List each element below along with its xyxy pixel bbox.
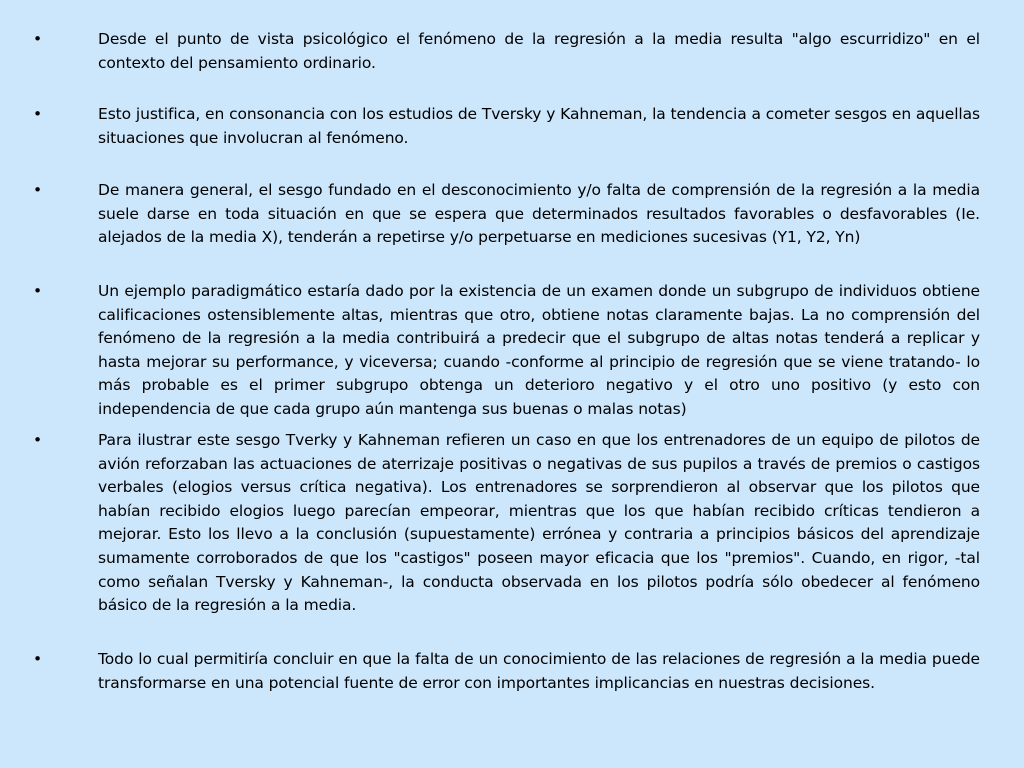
bullet-text-5: Para ilustrar este sesgo Tverky y Kahneman refieren un caso en que los entrenadores de un equipo de pilotos de avión reforzaban las actuaciones de aterrizaje positivas o negativas de sus pupilos a través de premios o castigos verbales (elogios versus crítica negativa). Los entrenadores se sorprendieron al observar que los pilotos que habían recibido elogios luego parecían empeorar, mientras que los que habían recibido críticas tendieron a mejorar. Esto los llevo a la conclusión (supuestamente) errónea y contraria a principios básicos del aprendizaje sumamente corroborados de que los "castigos" poseen mayor eficacia que los "premios". Cuando, en rigor, -tal como señalan Tversky y Kahneman-, la conducta observada en los pilotos podría sólo obedecer al fenómeno básico de la regresión a la media. — [98, 431, 980, 615]
bullet-icon: • — [33, 105, 43, 123]
bullet-icon: • — [33, 181, 43, 199]
bullet-icon: • — [33, 431, 43, 449]
bullet-icon: • — [33, 282, 43, 300]
bullet-icon: • — [33, 650, 43, 668]
bullet-text-6: Todo lo cual permitiría concluir en que la falta de un conocimiento de las relaciones de regresión a la media puede transformarse en una potencial fuente de error con importantes implicancias en nuestras decisiones. — [98, 650, 980, 692]
bullet-icon: • — [33, 30, 43, 48]
bullet-text-3: De manera general, el sesgo fundado en el desconocimiento y/o falta de comprensión de la regresión a la media suele darse en toda situación en que se espera que determinados resultados favorables o desfavorables (Ie. alejados de la media X), tenderán a repetirse y/o perpetuarse en mediciones sucesivas (Y1, Y2, Yn) — [98, 181, 980, 247]
bullet-text-1: Desde el punto de vista psicológico el fenómeno de la regresión a la media resulta "algo escurridizo" en el contexto del pensamiento ordinario. — [98, 30, 980, 72]
bullet-text-4: Un ejemplo paradigmático estaría dado por la existencia de un examen donde un subgrupo de individuos obtiene calificaciones ostensiblemente altas, mientras que otro, obtiene notas claramente bajas. La no comprensión del fenómeno de la regresión a la media contribuirá a predecir que el subgrupo de altas notas tenderá a replicar y hasta mejorar su performance, y viceversa; cuando -conforme al principio de regresión que se viene tratando- lo más probable es el primer subgrupo obtenga un deterioro negativo y el otro uno positivo (y esto con independencia de que cada grupo aún mantenga sus buenas o malas notas) — [98, 282, 980, 418]
bullet-text-2: Esto justifica, en consonancia con los estudios de Tversky y Kahneman, la tendencia a cometer sesgos en aquellas situaciones que involucran al fenómeno. — [98, 105, 980, 147]
